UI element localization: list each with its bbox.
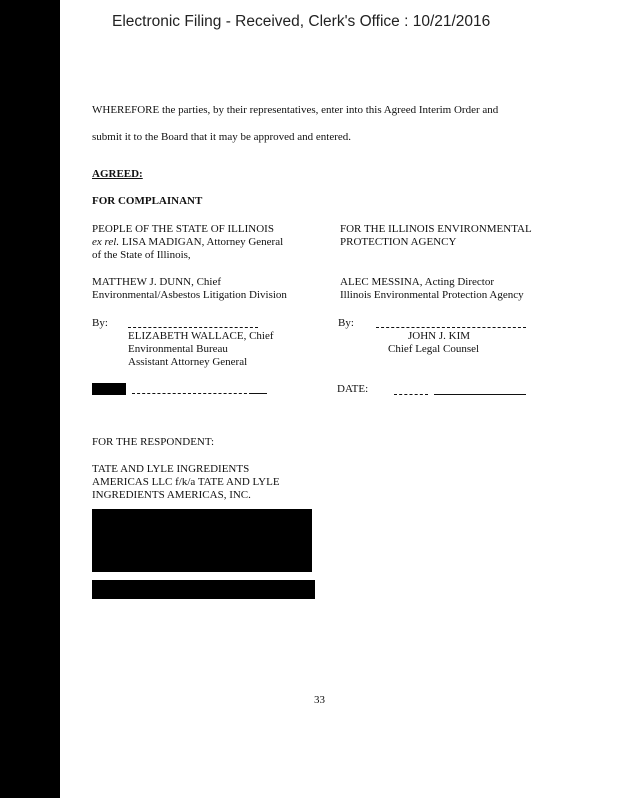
wallace-title-1: Environmental Bureau <box>128 343 228 355</box>
redaction-block-date <box>92 383 126 395</box>
dunn-line-2: Environmental/Asbestos Litigation Division <box>92 289 287 301</box>
agency-date-label: DATE: <box>337 383 369 395</box>
people-line-1: PEOPLE OF THE STATE OF ILLINOIS <box>92 223 274 235</box>
complainant-signature-line <box>128 327 258 328</box>
agency-signature-line <box>376 327 526 328</box>
respondent-heading: FOR THE RESPONDENT: <box>92 436 215 448</box>
agency-by-label: By: <box>338 317 354 329</box>
messina-line-2: Illinois Environmental Protection Agency <box>340 289 524 301</box>
agency-line-1: FOR THE ILLINOIS ENVIRONMENTAL <box>340 223 532 235</box>
people-line-2 <box>92 236 283 249</box>
messina-line-1: ALEC MESSINA, Acting Director <box>340 276 494 288</box>
agreed-heading: AGREED: <box>92 168 143 180</box>
kim-name: JOHN J. KIM <box>408 330 471 342</box>
complainant-date-line <box>132 393 252 394</box>
respondent-line-1: TATE AND LYLE INGREDIENTS <box>92 463 250 475</box>
page-number: 33 <box>314 694 325 706</box>
people-line-3: of the State of Illinois, <box>92 249 191 261</box>
wallace-name: ELIZABETH WALLACE, Chief <box>128 330 274 342</box>
agency-line-2: PROTECTION AGENCY <box>340 236 457 248</box>
wherefore-line-1: WHEREFORE the parties, by their representatives, enter into this Agreed Interim Order and <box>92 104 499 116</box>
complainant-heading: FOR COMPLAINANT <box>92 195 203 207</box>
respondent-line-3: INGREDIENTS AMERICAS, INC. <box>92 489 251 501</box>
complainant-date-line-end <box>252 393 267 394</box>
agency-date-line <box>434 394 526 395</box>
ex-rel-text: ex rel. <box>92 236 120 248</box>
filing-stamp: Electronic Filing - Received, Clerk's Office : 10/21/2016 <box>112 13 491 30</box>
kim-title: Chief Legal Counsel <box>388 343 480 355</box>
scan-edge-bar <box>0 0 60 798</box>
complainant-by-label: By: <box>92 317 108 329</box>
dunn-line-1: MATTHEW J. DUNN, Chief <box>92 276 222 288</box>
respondent-line-2: AMERICAS LLC f/k/a TATE AND LYLE <box>92 476 280 488</box>
wherefore-line-2: submit it to the Board that it may be approved and entered. <box>92 131 352 143</box>
redaction-block-signature <box>92 509 312 572</box>
wallace-title-2: Assistant Attorney General <box>128 356 248 368</box>
redaction-block-name <box>92 580 315 599</box>
agency-date-line-start <box>394 394 428 395</box>
madigan-text: LISA MADIGAN, Attorney General <box>119 236 284 248</box>
